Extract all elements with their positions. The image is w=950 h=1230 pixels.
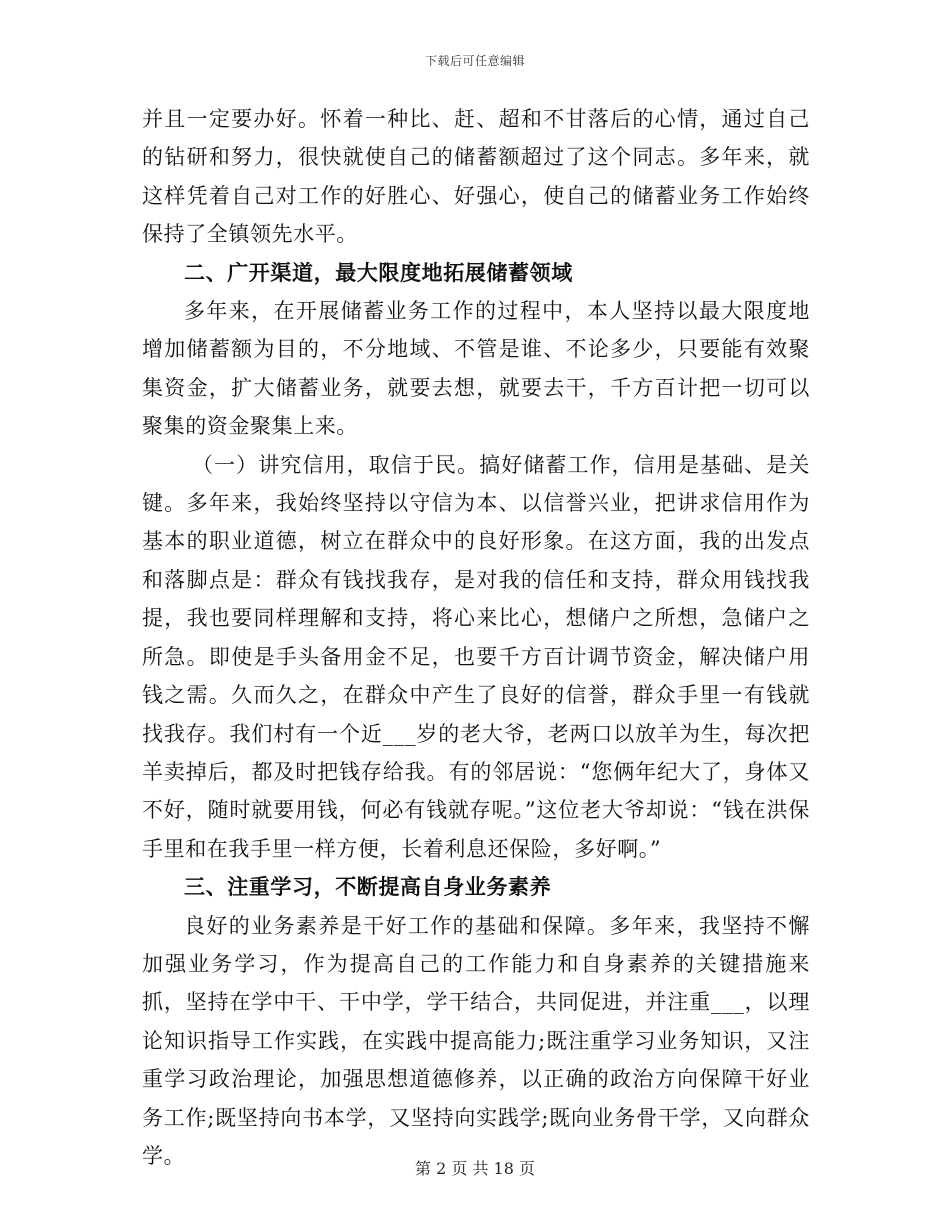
- section-heading-3: 三、注重学习，不断提高自身业务素养: [184, 874, 552, 900]
- page-number-footer: 第 2 页 共 18 页: [415, 1159, 535, 1178]
- document-body: [142, 100, 810, 1175]
- section-heading-2: 二、广开渠道，最大限度地拓展储蓄领域: [184, 259, 573, 285]
- paragraph-credit: （一）讲究信用，取信于民。搞好储蓄工作，信用是基础、是关键。多年来，我始终坚持以守信为本、以信誉兴业，把讲求信用作为基本的职业道德，树立在群众中的良好形象。在这方面，我的出发点和落脚点是：群众有钱找我存，是对我的信任和支持，群众用钱找我提，我也要同样理解和支持，将心来比心，想储户之所想，急储户之所急。即使是手头备用金不足，也要千方百计调节资金，解决储户用钱之需。久而久之，在群众中产生了良好的信誉，群众手里一有钱就找我存。我们村有一个近___岁的老大爷，老两口以放羊为生，每次把羊卖掉后，都及时把钱存给我。有的邻居说：“您俩年纪大了，身体又不好，随时就要用钱，何必有钱就存呢。”这位老大爷却说：“钱在洪保手里和在我手里一样方便，长着利息还保险，多好啊。”: [142, 452, 810, 861]
- paragraph-section-2-intro: 多年来，在开展储蓄业务工作的过程中，本人坚持以最大限度地增加储蓄额为目的，不分地域、不管是谁、不论多少，只要能有效聚集资金，扩大储蓄业务，就要去想，就要去干，千方百计把一切可以聚集的资金聚集上来。: [142, 299, 810, 439]
- page-header-note: 下载后可任意编辑: [424, 54, 525, 68]
- paragraph-learning: 良好的业务素养是干好工作的基础和保障。多年来，我坚持不懈加强业务学习，作为提高自己的工作能力和自身素养的关键措施来抓，坚持在学中干、干中学，学干结合，共同促进，并注重___，以理论知识指导工作实践，在实践中提高能力;既注重学习业务知识，又注重学习政治理论，加强思想道德修养，以正确的政治方向保障干好业务工作;既坚持向书本学，又坚持向实践学;既向业务骨干学，又向群众学。: [142, 913, 810, 1168]
- paragraph-continuation: 并且一定要办好。怀着一种比、赶、超和不甘落后的心情，通过自己的钻研和努力，很快就使自己的储蓄额超过了这个同志。多年来，就这样凭着自己对工作的好胜心、好强心，使自己的储蓄业务工作始终保持了全镇领先水平。: [142, 107, 810, 247]
